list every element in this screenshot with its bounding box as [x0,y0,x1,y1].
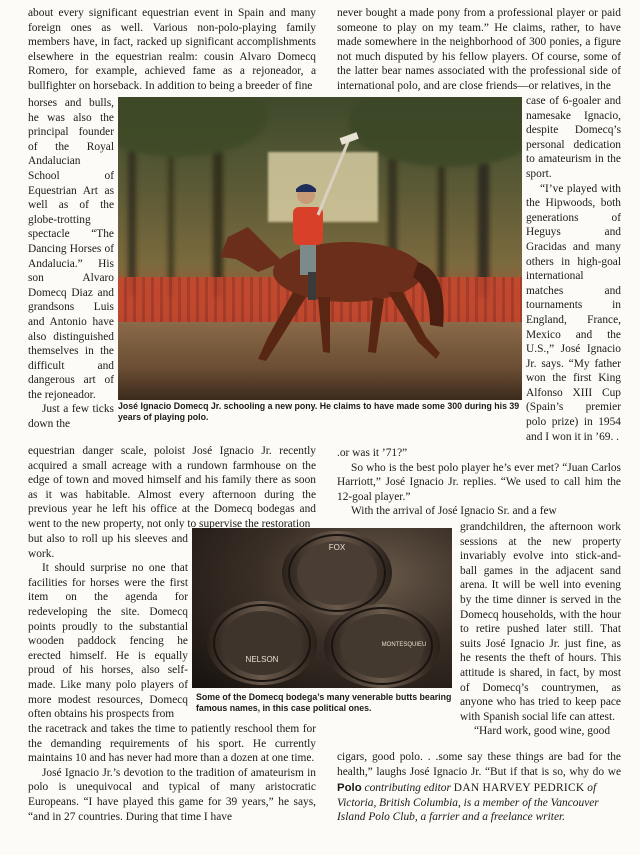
publication-name: Polo [337,782,362,794]
paragraph: about every significant equestrian event in Spain and many foreign ones as well. Various non-polo-playing family members have, in fact, racked up significant accomplishments elsewhere in the equestrian realm: cousin Alvaro Domecq Romero, for example, achieved fame as a rejoneador, a bullfighter on horseback. In addition to being a breeder of fine [28,7,316,92]
paragraph: “Hard work, good wine, good [474,725,611,738]
paragraph: equestrian danger scale, poloist José Ignacio Jr. recently acquired a small acreage with a rundown farmhouse on the edge of town and moved himself and his family there as soon as it was habitable. Almost every afternoon during the previous year he left his office at the Domecq bodegas and went to the new property, not only to supervise the restoration [28,445,316,530]
horse-photo [118,97,522,400]
right-col-segment [337,750,621,780]
horse-photo-caption: José Ignacio Domecq Jr. schooling a new pony. He claims to have made some 300 during his 39 years of playing polo. [118,401,520,422]
author-role: contributing editor [364,782,451,794]
author-byline [337,781,621,825]
paragraph: never bought a made pony from a professional player or paid someone to play on my team.” He claims, rather, to have made somewhere in the neighborhood of 300 ponies, a figure not much disputed by his fellow players. Of course, some of the latter bear names associated with the professional side of international polo, and are close friends—or relatives, in the [337,7,621,92]
paragraph: Just a few ticks down the [28,403,114,431]
paragraph: With the arrival of José Ignacio Sr. and a few [351,505,557,518]
paragraph: José Ignacio Jr.’s devotion to the tradition of amateurism in polo is unequivocal and typical of many aristocratic Europeans. “I have played this game for 39 years,” he says, “and in 27 countries. During that time I have [28,766,316,823]
paragraph: the racetrack and takes the time to patiently reschool them for the demanding requirements of his sport. He currently maintains 10 and has never had more than a dozen at one time. [28,723,316,765]
paragraph: grandchildren, the afternoon work sessions at the new property invariably evolve into stick-and-ball games in the adjacent sand arena. It will be well into evening by the time dinner is served in the Domecq households, with the hour to retire pushed later still. That suits José Ignacio Jr. just fine, as he resents the theft of hours. This attitude is shared, in fact, by most of Domecq’s countrymen, as anyone who has tried to keep pace with Spanish social life can attest. [460,521,621,723]
paragraph: So who is the best polo player he’s ever met? “Juan Carlos Harriott,” José Ignacio Jr. replies. “We used to call him the 12-goal player.” [337,461,621,503]
right-col-segment [526,94,621,446]
paragraph: but also to roll up his sleeves and work. [28,533,188,560]
right-col-segment [460,520,621,750]
barrel-label: FOX [328,543,346,552]
left-col-segment [28,722,316,848]
left-col-segment [28,6,316,96]
right-col-segment [337,446,621,520]
paragraph: horses and bulls, he was also the principal founder of the Royal Andalucian School of Equestrian Art as well as of the globe-trotting spectacle “The Dancing Horses of Andalucia.” His son Alvaro Domecq Diaz and grandsons Luis and Antonio have also distinguished themselves in the difficult and dangerous art of the rejoneador. [28,97,114,401]
paragraph: .or was it ’71?” [337,447,408,459]
author-bio: of Victoria, British Columbia, is a member of the Vancouver Island Polo Club, a farrier and a freelance writer. [337,782,599,824]
left-col-segment [28,532,188,722]
bodega-photo [192,528,452,688]
barrel-label: NELSON [245,655,279,664]
paragraph: “I’ve played with the Hipwoods, both generations of Heguys and Gracidas and many others in high-goal international matches and tournaments in England, France, Mexico and the U.S.,” José Ignacio Jr. says. “My father won the first King Alfonso XIII Cup (Spain’s premier polo prize) in 1954 and I won it in ’69. . [526,182,621,443]
right-col-segment [337,6,621,94]
author-name: DAN HARVEY PEDRICK [453,782,585,794]
paragraph: cigars, good polo. . .some say these things are bad for the health,” laughs José Ignacio Jr. “But if that is so, why do we [337,750,621,780]
barrel-label: MONTESQUIEU [381,642,427,648]
left-col-segment [28,444,316,532]
paragraph: It should surprise no one that facilities for horses were the first item on the agenda for redeveloping the site. Domecq points proudly to the substantial wooden paddock fencing he erected himself. He is equally proud of his horses, also self-made. Like many polo players of more modest resources, Domecq often obtains his prospects from [28,562,188,721]
bodega-photo-caption: Some of the Domecq bodega’s many venerable butts bearing famous names, in this case political ones. [196,692,452,713]
left-col-segment [28,96,114,444]
sherry-butts [192,528,452,688]
paragraph: case of 6-goaler and namesake Ignacio, despite Domecq’s personal dedication to amateurism in the sport. [526,95,621,180]
horse-and-rider [118,97,522,400]
